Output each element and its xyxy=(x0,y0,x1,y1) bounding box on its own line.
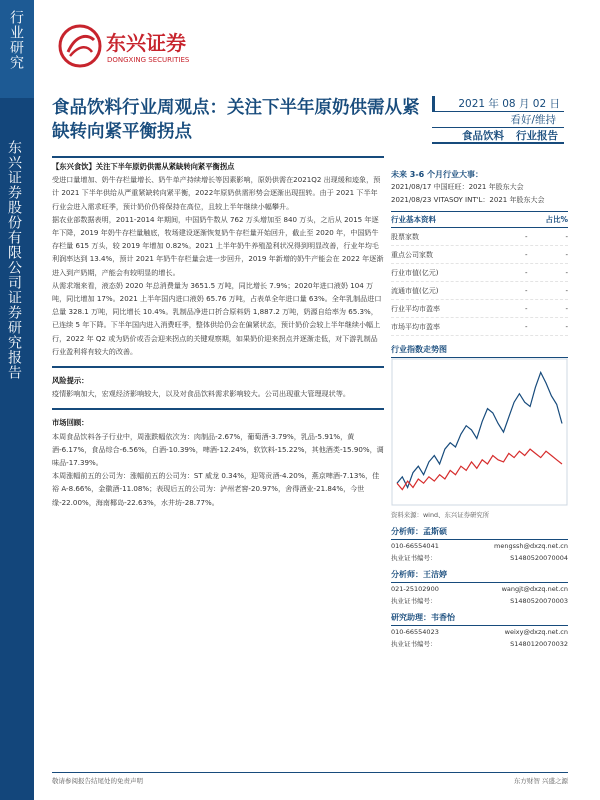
paragraph: 从需求端来看，液态奶 2020 年总消费量为 3651.5 万吨，同比增长 7.9%；2020年进口液奶 104 万吨，同比增加 17%。2021 上半年国内进口液奶 65.76 万吨，占表单全年进口量 63%。全年乳制品进口总量 328.1 万吨，同比增长 10.4%。乳制品净进口折合原料奶 1,887.2 万吨，奶源自给率为 65.3%，已连续 5 年下降。下半年国内进入消费旺季，整体供给仍会在偏紧状态，预计奶价会较上半年继续小幅上行，2022 年 Q2 或为奶价或否会迎来拐点的关键观察期，如果奶价迎来拐点并逐渐走低，对下游乳制品行业盈利将有较大的改善。 xyxy=(52,280,382,356)
row-value: - xyxy=(524,251,528,259)
basic-table-header xyxy=(391,211,568,228)
footer-slogan: 东方财智 兴盛之源 xyxy=(513,777,568,785)
row-share: - xyxy=(565,251,568,259)
row-label: 股票家数 xyxy=(391,233,419,241)
basic-table xyxy=(391,228,568,336)
row-label: 重点公司家数 xyxy=(391,251,433,259)
row-label: 行业市值(亿元) xyxy=(391,269,439,277)
series-line-0 xyxy=(397,372,562,487)
basic-table-row xyxy=(391,300,568,318)
chart-source: 资料来源：wind、东兴证券研究所 xyxy=(391,511,490,519)
events-title: 未来 3-6 个月行业大事： xyxy=(391,170,484,179)
chart-frame xyxy=(392,359,567,505)
basic-table-row xyxy=(391,264,568,282)
tag-type: 行业报告 xyxy=(516,130,558,142)
row-share: - xyxy=(565,233,568,241)
tag-industry: 食品饮料 xyxy=(462,130,504,142)
sidebar-company: 东兴证券股份有限公司证券研究报告 xyxy=(6,140,22,380)
basic-table-row xyxy=(391,246,568,264)
paragraph: 疫情影响加大，宏观经济影响较大，以及对食品饮料需求影响较大。公司出现重大管理现状等。 xyxy=(52,389,350,399)
section-market xyxy=(52,416,384,508)
sidebar xyxy=(0,0,34,800)
analyst-cert xyxy=(391,552,568,564)
sidebar-category-block xyxy=(0,0,34,98)
row-share: - xyxy=(565,323,568,331)
report-meta xyxy=(432,96,564,144)
paragraph: 本周食品饮料各子行业中，周涨跌幅依次为：肉制品-2.67%，葡萄酒-3.79%，乳品-5.91%，黄酒-6.17%，食品综合-6.56%，白酒-10.39%，啤酒-12.24%，软饮料-15.22%，其他酒类-15.90%，调味品-17.39%。 xyxy=(52,431,384,468)
footer-disclaimer: 敬请参阅报告结尾处的免责声明 xyxy=(52,777,143,785)
analyst-card xyxy=(391,611,568,650)
sidebar-right xyxy=(391,168,568,650)
footer xyxy=(52,772,568,785)
section-summary xyxy=(52,160,384,358)
analyst-phone: 010-66554041 xyxy=(391,542,439,550)
report-title: 食品饮料行业周观点：关注下半年原奶供需从紧缺转向紧平衡拐点 xyxy=(52,98,420,142)
analyst-cert xyxy=(391,638,568,650)
row-value: - xyxy=(524,305,528,313)
analyst-phone: 010-66554023 xyxy=(391,628,439,636)
basic-table-col: 占比% xyxy=(545,215,568,224)
analyst-name: 研究助理：韦香怡 xyxy=(391,611,568,626)
row-value: - xyxy=(524,269,528,277)
cert-number: S1480520070003 xyxy=(510,597,568,605)
cert-label: 执业证书编号： xyxy=(391,640,437,648)
row-value: - xyxy=(524,233,528,241)
analyst-email[interactable]: mengssh@dxzq.net.cn xyxy=(494,542,568,550)
cert-number: S1480120070032 xyxy=(510,640,568,648)
analyst-list xyxy=(391,525,568,650)
cert-number: S1480520070004 xyxy=(510,554,568,562)
row-label: 行业平均市盈率 xyxy=(391,305,440,313)
cert-label: 执业证书编号： xyxy=(391,597,437,605)
paragraph: 据农业部数据表明，2011-2014 年期间，中国奶牛数从 762 万头增加至 840 万头，之后从 2015 年逐年下降，2019 年奶牛存栏量触底，牧场建设逐渐恢复奶牛存栏量开始回升，截止至 2020 年，中国奶牛存栏量 615 万头，较 2019 年增加 0.82%。2021 上半年奶牛养殖盈利状况得到明显改善，行业年均毛利润率达到 13.4%，预计 2021 年奶牛存栏量会进一步回升，2019 年新增的奶牛产能会在 2022 年逐渐进入到产奶期，产能会有较明显的增长。 xyxy=(52,214,384,277)
section-title: 【东兴食饮】关注下半年原奶供需从紧缺转向紧平衡拐点 xyxy=(52,162,235,171)
chart-title: 行业指数走势图 xyxy=(391,344,568,358)
row-share: - xyxy=(565,305,568,313)
analyst-name: 分析师：王洁婷 xyxy=(391,568,568,583)
section-risk xyxy=(52,374,384,400)
report-date: 2021 年 08 月 02 日 xyxy=(432,96,564,112)
sidebar-category: 行业研究 xyxy=(8,10,24,70)
event-item: 2021/08/17 中国旺旺：2021 年股东大会 xyxy=(391,183,524,191)
analyst-email[interactable]: wangjt@dxzq.net.cn xyxy=(501,585,568,593)
analyst-card xyxy=(391,525,568,564)
logo-cn: 东兴证券 xyxy=(106,31,186,55)
section-title: 市场回顾： xyxy=(52,418,89,428)
row-label: 流通市值(亿元) xyxy=(391,287,439,295)
analyst-phone: 021-25102900 xyxy=(391,585,439,593)
row-share: - xyxy=(565,269,568,277)
section-title: 风险提示： xyxy=(52,376,89,386)
analyst-cert xyxy=(391,595,568,607)
row-label: 市场平均市盈率 xyxy=(391,323,440,331)
basic-table-row xyxy=(391,282,568,300)
analyst-contact xyxy=(391,583,568,595)
analyst-contact xyxy=(391,540,568,552)
event-item: 2021/08/23 VITASOY INT'L：2021 年股东大会 xyxy=(391,196,545,204)
cert-label: 执业证书编号： xyxy=(391,554,437,562)
analyst-card xyxy=(391,568,568,607)
paragraph: 受进口量增加、奶牛存栏量增长、奶牛单产持续增长等因素影响，原奶供需在2021Q2 出现缓和迹象，预计 2021 下半年供给从严重紧缺转向紧平衡，2022年原奶供需形势会逐渐出现扭转。由于 2021 下半年行业会进入需求旺季，预计奶价仍将保持在高位，且较上半年继续小幅攀升。 xyxy=(52,175,381,211)
basic-table-title: 行业基本资料 xyxy=(391,215,436,224)
index-chart xyxy=(391,358,568,506)
report-rating: 看好/维持 xyxy=(432,112,564,128)
basic-table-row xyxy=(391,228,568,246)
row-value: - xyxy=(524,323,528,331)
series-line-1 xyxy=(397,449,562,490)
analyst-contact xyxy=(391,626,568,638)
paragraph: 本周涨幅前五的公司为：涨幅前五的公司为：ST 威龙 0.34%，迎驾贡酒-4.20%，燕京啤酒-7.13%，佳裕 A-8.66%，金徽酒-11.08%；表现后五的公司为：泸州老窖-20.97%，舍得酒业-21.84%，今世缘-22.00%，海南椰岛-22.63%，水井坊-28.77%。 xyxy=(52,471,380,507)
main-body xyxy=(52,156,384,509)
analyst-email[interactable]: weixy@dxzq.net.cn xyxy=(504,628,568,636)
row-share: - xyxy=(565,287,568,295)
company-logo xyxy=(58,24,228,72)
report-tags xyxy=(432,128,564,144)
row-value: - xyxy=(524,287,528,295)
analyst-name: 分析师：孟斯硕 xyxy=(391,525,568,540)
basic-table-row xyxy=(391,318,568,336)
logo-en: DONGXING SECURITIES xyxy=(107,56,190,64)
